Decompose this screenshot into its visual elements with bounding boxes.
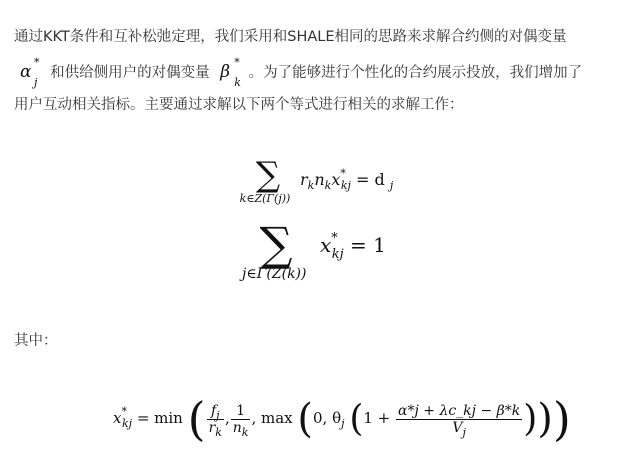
open-paren-max: (: [297, 396, 313, 442]
sum-symbol: ∑: [255, 155, 281, 195]
fraction-f-over-r: $\frac{f_j}{r_k}$: [208, 402, 222, 439]
open-paren-outer: (: [187, 392, 206, 446]
sum-symbol: ∑: [259, 217, 293, 271]
equation-3: $x^*_{kj} = \min$ ( $\frac{f_j}{r_k}$ , $\frac{1}{n_k}$ , max (0, $\theta_j$ (1 + $\frac{\alpha*j + \lambda c\_kj - \beta*k}{V_j}$ ))): [113, 392, 571, 446]
equation-1-body: $r_kn_kx^*_{kj} = d$ $_j$: [300, 167, 394, 192]
equation-2-body: $x^*_{kj} = 1$: [320, 231, 386, 262]
sum-limit: j∈Γ(Z(k)): [242, 266, 307, 282]
summation: [239, 155, 292, 205]
paragraph-line-1: 通过KKT条件和互补松弛定理，我们采用和SHALE相同的思路来求解合约侧的对偶变量: [14, 29, 567, 45]
close-paren-outer: ): [552, 392, 571, 446]
paragraph-line-2-text-b: 。为了能够进行个性化的合约展示投放，我们增加了: [248, 65, 583, 81]
fraction-alpha-lambda-beta-over-v: $\frac{\alpha*j + \lambda c\_kj - \beta*k}{V_j}$: [398, 402, 521, 439]
open-paren-inner: (: [349, 398, 364, 440]
alpha-star-j-symbol: α * j: [20, 56, 40, 89]
fraction-one-over-n: $\frac{1}{n_k}$: [232, 402, 249, 439]
summation: [242, 217, 307, 282]
close-paren-max: ): [537, 396, 553, 442]
paragraph-line-2: [14, 56, 626, 89]
paragraph-line-2-text-a: 和供给侧用户的对偶变量: [50, 65, 210, 81]
qizhong-label: 其中：: [14, 333, 58, 349]
sum-limit: k∈Z(Γ(j)): [239, 192, 291, 205]
close-paren-inner: ): [523, 398, 538, 440]
beta-star-k-symbol: β * k: [220, 56, 241, 89]
paragraph-line-3: 用户互动相关指标。主要通过求解以下两个等式进行相关的求解工作：: [14, 97, 464, 113]
